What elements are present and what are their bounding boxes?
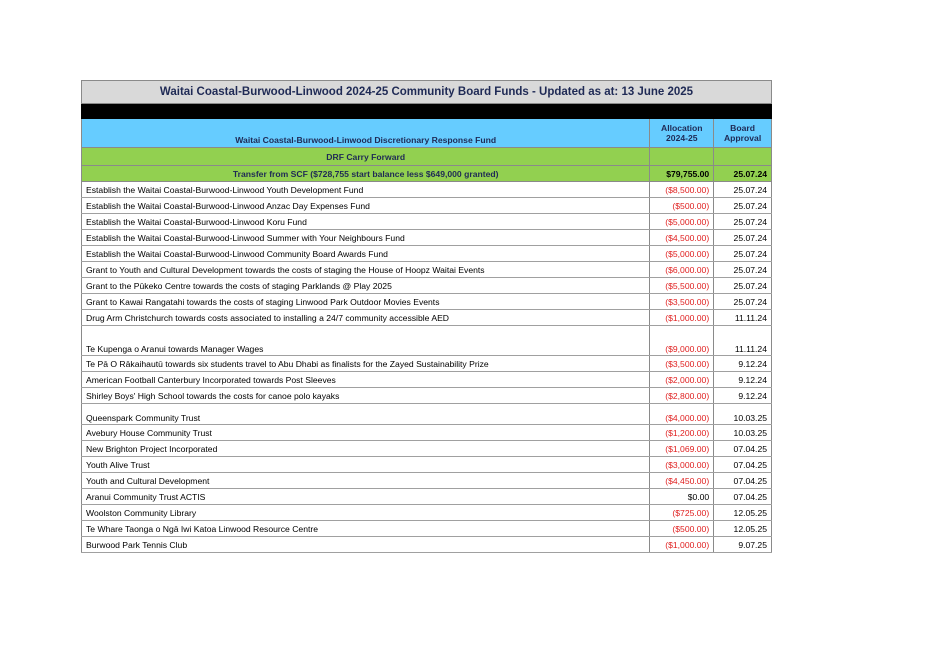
- table-row: [82, 246, 772, 262]
- row-description: Drug Arm Christchurch towards costs associated to installing a 24/7 community accessible AED: [82, 310, 650, 326]
- row-description: Youth Alive Trust: [82, 457, 650, 473]
- row-description: New Brighton Project Incorporated: [82, 441, 650, 457]
- table-row: [82, 310, 772, 326]
- page-title: Waitai Coastal-Burwood-Linwood 2024-25 Community Board Funds - Updated as at: 13 June 2025: [82, 81, 772, 104]
- table-row: [82, 198, 772, 214]
- row-allocation: ($5,500.00): [650, 278, 714, 294]
- row-allocation: ($500.00): [650, 521, 714, 537]
- allocation-header-line1: Allocation: [661, 123, 703, 133]
- row-allocation: ($5,000.00): [650, 246, 714, 262]
- row-allocation: ($4,000.00): [650, 404, 714, 425]
- row-approval-date: 25.07.24: [714, 230, 772, 246]
- row-allocation: ($1,000.00): [650, 537, 714, 553]
- fund-table: [81, 80, 772, 553]
- row-allocation: ($3,500.00): [650, 294, 714, 310]
- row-approval-date: 07.04.25: [714, 473, 772, 489]
- fund-sheet: [81, 80, 772, 553]
- row-description: Establish the Waitai Coastal-Burwood-Linwood Summer with Your Neighbours Fund: [82, 230, 650, 246]
- table-row: [82, 182, 772, 198]
- row-description: Aranui Community Trust ACTIS: [82, 489, 650, 505]
- row-allocation: ($1,000.00): [650, 310, 714, 326]
- table-row: [82, 537, 772, 553]
- table-row: [82, 404, 772, 425]
- row-allocation: ($3,500.00): [650, 356, 714, 372]
- table-row: [82, 457, 772, 473]
- row-description: Youth and Cultural Development: [82, 473, 650, 489]
- transfer-row: [82, 166, 772, 182]
- table-row: [82, 489, 772, 505]
- row-approval-date: 9.12.24: [714, 372, 772, 388]
- row-approval-date: 07.04.25: [714, 457, 772, 473]
- fund-name-header: Waitai Coastal-Burwood-Linwood Discretionary Response Fund: [82, 119, 650, 148]
- transfer-amount: $79,755.00: [650, 166, 714, 182]
- table-row: [82, 356, 772, 372]
- table-row: [82, 230, 772, 246]
- row-description: Shirley Boys' High School towards the costs for canoe polo kayaks: [82, 388, 650, 404]
- row-description: Woolston Community Library: [82, 505, 650, 521]
- row-allocation: ($8,500.00): [650, 182, 714, 198]
- approval-header: [714, 119, 772, 148]
- row-approval-date: 07.04.25: [714, 441, 772, 457]
- row-description: Queenspark Community Trust: [82, 404, 650, 425]
- row-allocation: ($9,000.00): [650, 326, 714, 356]
- approval-header-line2: Approval: [723, 133, 762, 143]
- carry-forward-label: DRF Carry Forward: [82, 148, 650, 166]
- row-description: Establish the Waitai Coastal-Burwood-Linwood Community Board Awards Fund: [82, 246, 650, 262]
- row-approval-date: 9.12.24: [714, 356, 772, 372]
- table-row: [82, 326, 772, 356]
- row-description: Grant to Kawai Rangatahi towards the costs of staging Linwood Park Outdoor Movies Events: [82, 294, 650, 310]
- table-row: [82, 505, 772, 521]
- table-row: [82, 278, 772, 294]
- row-approval-date: 25.07.24: [714, 182, 772, 198]
- transfer-label: Transfer from SCF ($728,755 start balance less $649,000 granted): [82, 166, 650, 182]
- row-allocation: ($6,000.00): [650, 262, 714, 278]
- row-approval-date: 25.07.24: [714, 198, 772, 214]
- table-row: [82, 372, 772, 388]
- row-allocation: ($4,500.00): [650, 230, 714, 246]
- approval-header-line1: Board: [730, 123, 756, 133]
- row-allocation: ($1,069.00): [650, 441, 714, 457]
- row-allocation: $0.00: [650, 489, 714, 505]
- row-description: Te Whare Taonga o Ngā Iwi Katoa Linwood Resource Centre: [82, 521, 650, 537]
- row-approval-date: 25.07.24: [714, 262, 772, 278]
- row-allocation: ($725.00): [650, 505, 714, 521]
- carry-forward-row: [82, 148, 772, 166]
- table-row: [82, 473, 772, 489]
- row-approval-date: 25.07.24: [714, 278, 772, 294]
- row-approval-date: 12.05.25: [714, 521, 772, 537]
- row-description: Te Pā O Rākaihautū towards six students travel to Abu Dhabi as finalists for the Zayed Sustainability Prize: [82, 356, 650, 372]
- row-description: Grant to Youth and Cultural Development towards the costs of staging the House of Hoopz Waitai Events: [82, 262, 650, 278]
- row-description: Establish the Waitai Coastal-Burwood-Linwood Anzac Day Expenses Fund: [82, 198, 650, 214]
- row-approval-date: 25.07.24: [714, 294, 772, 310]
- allocation-header: [650, 119, 714, 148]
- transfer-date: 25.07.24: [714, 166, 772, 182]
- row-allocation: ($5,000.00): [650, 214, 714, 230]
- row-allocation: ($2,000.00): [650, 372, 714, 388]
- row-allocation: ($1,200.00): [650, 425, 714, 441]
- row-description: Establish the Waitai Coastal-Burwood-Linwood Youth Development Fund: [82, 182, 650, 198]
- row-description: Establish the Waitai Coastal-Burwood-Linwood Koru Fund: [82, 214, 650, 230]
- row-approval-date: 07.04.25: [714, 489, 772, 505]
- table-row: [82, 441, 772, 457]
- row-approval-date: 11.11.24: [714, 310, 772, 326]
- row-allocation: ($3,000.00): [650, 457, 714, 473]
- row-description: Avebury House Community Trust: [82, 425, 650, 441]
- column-header-row: [82, 119, 772, 148]
- table-row: [82, 388, 772, 404]
- row-approval-date: 11.11.24: [714, 326, 772, 356]
- row-description: Grant to the Pūkeko Centre towards the costs of staging Parklands @ Play 2025: [82, 278, 650, 294]
- table-row: [82, 214, 772, 230]
- row-approval-date: 25.07.24: [714, 214, 772, 230]
- table-row: [82, 294, 772, 310]
- row-description: Burwood Park Tennis Club: [82, 537, 650, 553]
- row-allocation: ($4,450.00): [650, 473, 714, 489]
- table-row: [82, 262, 772, 278]
- table-row: [82, 521, 772, 537]
- row-allocation: ($2,800.00): [650, 388, 714, 404]
- row-approval-date: 9.07.25: [714, 537, 772, 553]
- table-row: [82, 425, 772, 441]
- row-approval-date: 10.03.25: [714, 404, 772, 425]
- row-approval-date: 10.03.25: [714, 425, 772, 441]
- row-description: American Football Canterbury Incorporated towards Post Sleeves: [82, 372, 650, 388]
- row-approval-date: 25.07.24: [714, 246, 772, 262]
- black-separator-row: [82, 104, 772, 119]
- allocation-header-line2: 2024-25: [666, 133, 698, 143]
- title-row: [82, 81, 772, 104]
- row-approval-date: 9.12.24: [714, 388, 772, 404]
- row-description: Te Kupenga o Aranui towards Manager Wages: [82, 326, 650, 356]
- row-allocation: ($500.00): [650, 198, 714, 214]
- row-approval-date: 12.05.25: [714, 505, 772, 521]
